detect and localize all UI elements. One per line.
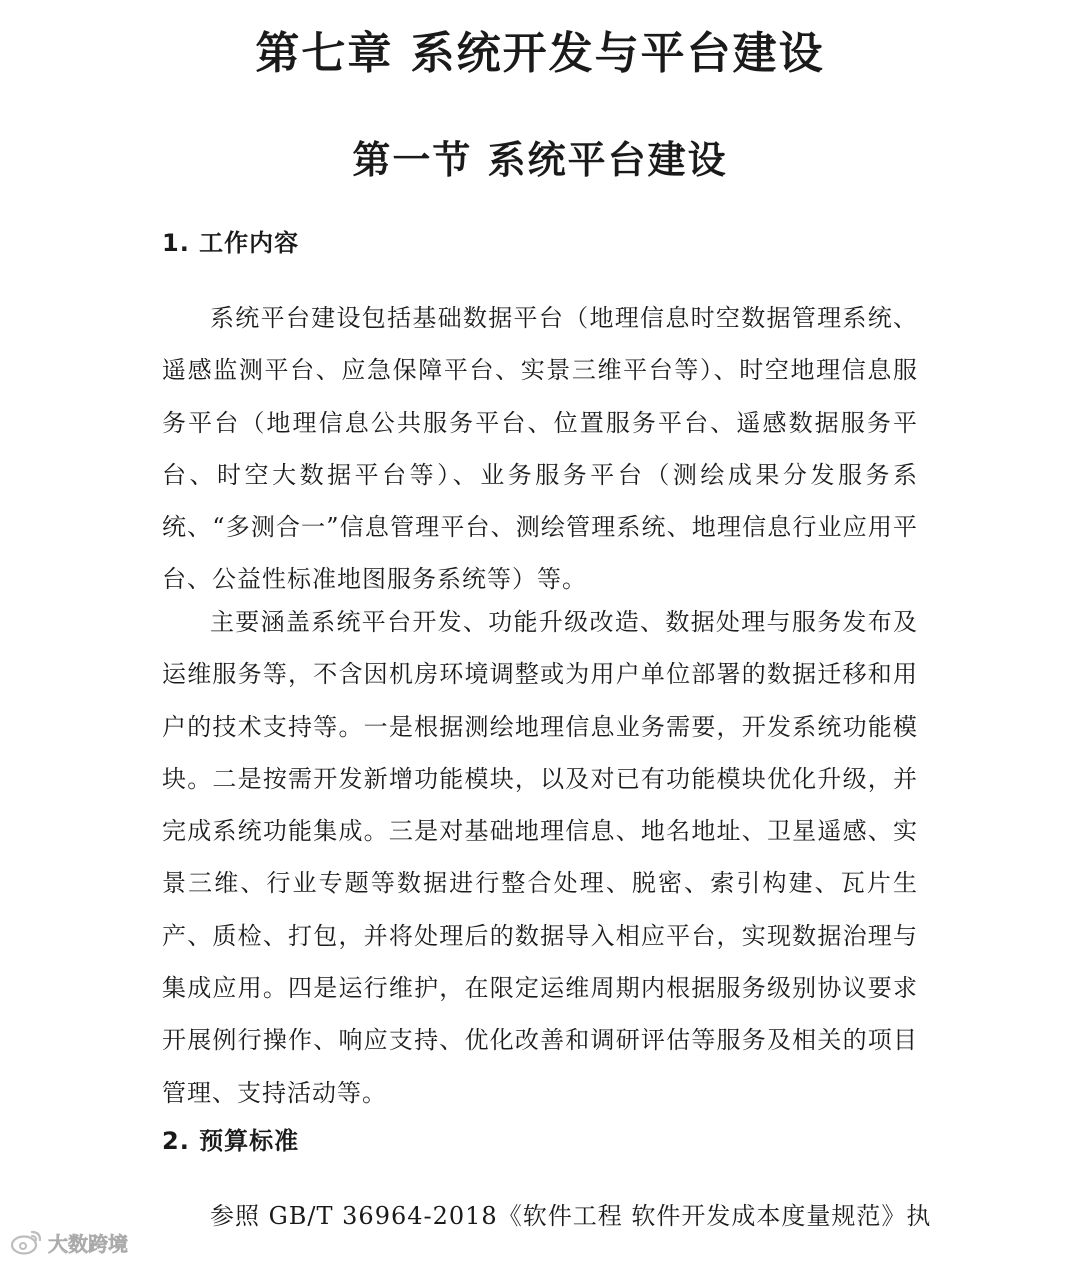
watermark bbox=[10, 1226, 128, 1258]
section-title: 第一节 系统平台建设 bbox=[352, 138, 728, 182]
work-content-heading: 1. 工作内容 bbox=[162, 229, 300, 257]
weibo-logo-icon bbox=[10, 1228, 44, 1256]
work-content-paragraph-2: 主要涵盖系统平台开发、功能升级改造、数据处理与服务发布及运维服务等，不含因机房环境调整或为用户单位部署的数据迁移和用户的技术支持等。一是根据测绘地理信息业务需要，开发系统功能模块。二是按需开发新增功能模块，以及对已有功能模块优化升级，并完成系统功能集成。三是对基础地理信息、地名地址、卫星遥感、实景三维、行业专题等数据进行整合处理、脱密、索引构建、瓦片生产、质检、打包，并将处理后的数据导入相应平台，实现数据治理与集成应用。四是运行维护，在限定运维周期内根据服务级别协议要求开展例行操作、响应支持、优化改善和调研评估等服务及相关的项目管理、支持活动等。 bbox=[162, 608, 918, 1107]
watermark-text: 大数跨境 bbox=[48, 1231, 128, 1256]
chapter-title: 第七章 系统开发与平台建设 bbox=[255, 28, 825, 79]
budget-standard-paragraph-1: 参照 GB/T 36964-2018《软件工程 软件开发成本度量规范》执 bbox=[210, 1202, 932, 1230]
work-content-paragraph-1: 系统平台建设包括基础数据平台（地理信息时空数据管理系统、遥感监测平台、应急保障平台、实景三维平台等）、时空地理信息服务平台（地理信息公共服务平台、位置服务平台、遥感数据服务平台、时空大数据平台等）、业务服务平台（测绘成果分发服务系统、“多测合一”信息管理平台、测绘管理系统、地理信息行业应用平台、公益性标准地图服务系统等）等。 bbox=[162, 304, 918, 594]
budget-standard-heading: 2. 预算标准 bbox=[162, 1127, 300, 1155]
